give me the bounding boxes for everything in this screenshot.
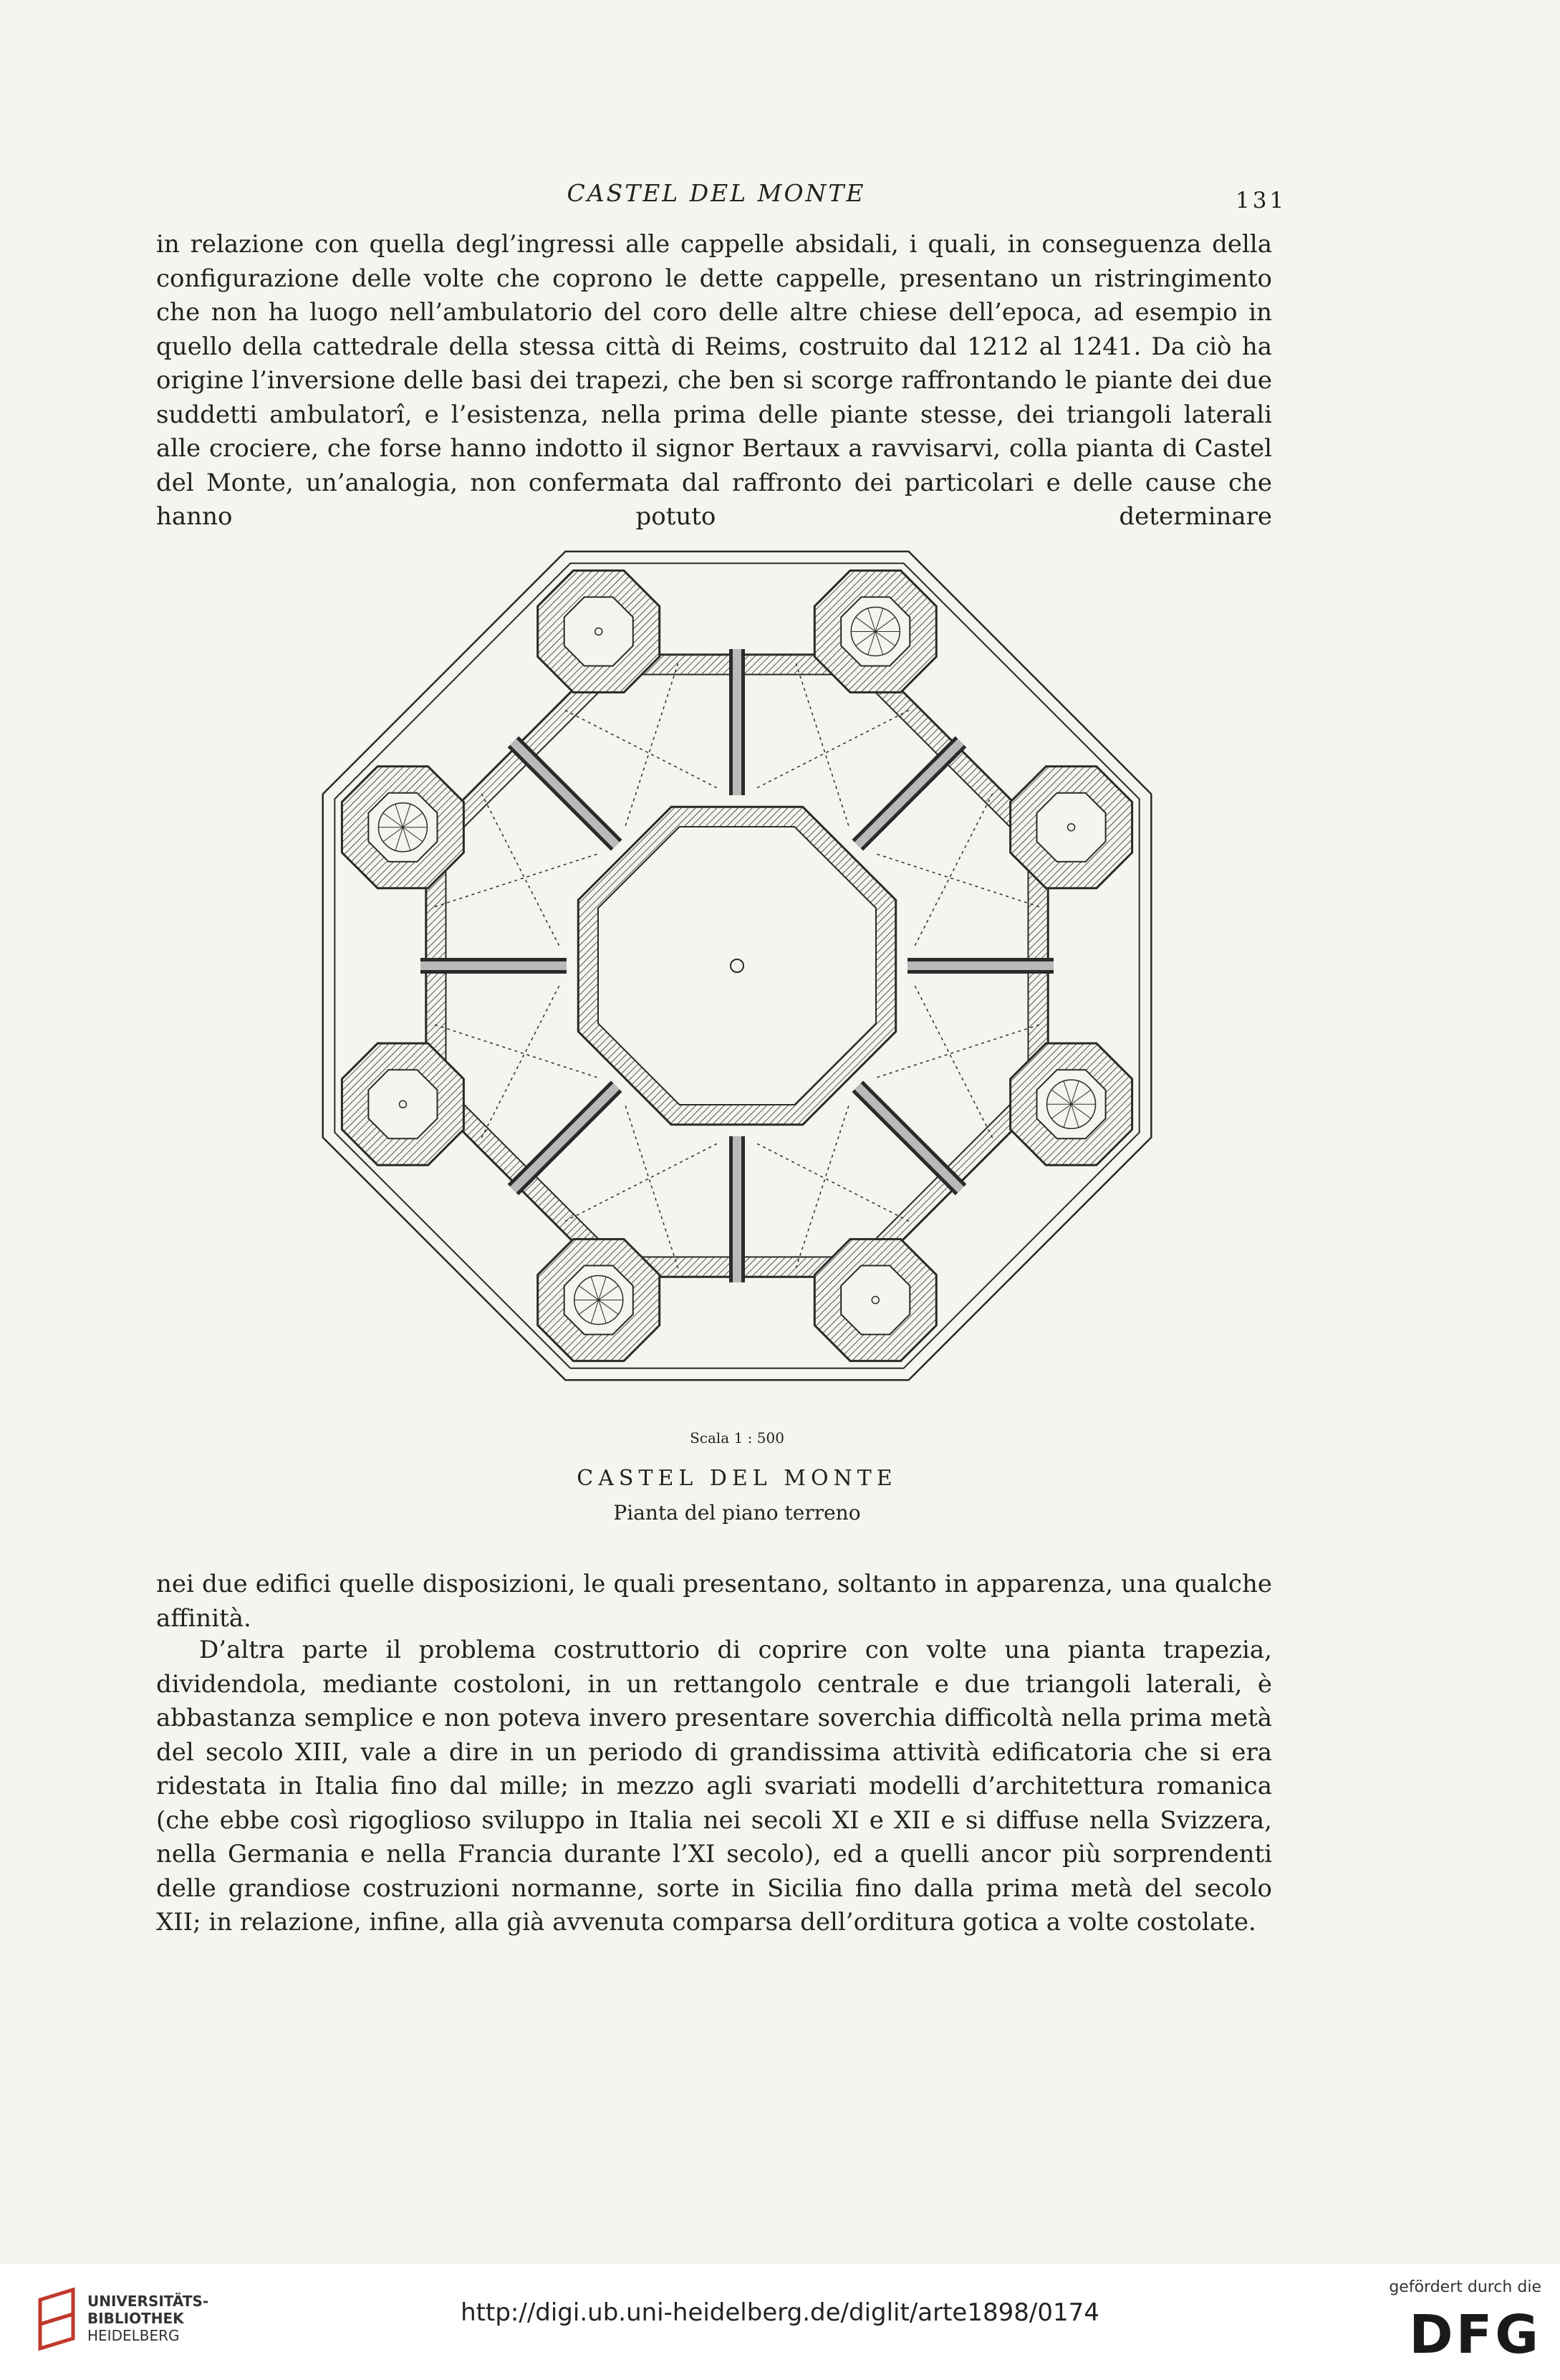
dfg-logo: DFG — [1409, 2304, 1541, 2366]
paragraph-2: nei due edifici quelle disposizioni, le quali presentano, soltanto in apparenza, una qualche affinità. — [156, 1570, 1272, 1633]
paragraph-3: D’altra parte il problema costruttorio di coprire con volte una pianta trapezia, dividendola, mediante costoloni, in un rettangolo centrale e due triangoli laterali, è abbastanza semplice e non poteva invero presentare soverchia difficoltà nella prima metà del secolo XIII, vale a dire in un periodo di grandissima attività edificatoria che si era ridestata in Italia fino dal mille; in mezzo agli svariati modelli d’architettura romanica (che ebbe così rigoglioso sviluppo in Italia nei secoli XI e XII e si diffuse nella Svizzera, nella Germania e nella Francia durante l’XI secolo), ed a quelli ancor più sorprendenti delle grandiose costruzioni normanne, sorte in Sicilia fino dalla prima metà del secolo XII; in relazione, infine, alla già avvenuta comparsa dell’orditura gotica a volte costolate. — [156, 1636, 1272, 1937]
library-name-line-2: BIBLIOTHEK — [87, 2310, 184, 2327]
castel-del-monte-floor-plan — [301, 514, 1173, 1417]
funded-by-label: gefördert durch die — [1389, 2278, 1541, 2296]
source-url-link[interactable]: http://digi.ub.uni-heidelberg.de/diglit/arte1898/0174 — [461, 2298, 1099, 2327]
page-number: 131 — [1236, 188, 1287, 213]
figure-scale: Scala 1 : 500 — [690, 1429, 784, 1446]
library-name-line-1: UNIVERSITÄTS- — [87, 2293, 209, 2310]
tower-room — [368, 1070, 437, 1138]
courtyard — [598, 827, 876, 1105]
tower-room — [564, 597, 633, 666]
figure-title: CASTEL DEL MONTE — [577, 1466, 897, 1491]
library-name-line-3: HEIDELBERG — [87, 2327, 180, 2344]
footer-bar — [0, 2264, 1560, 2380]
paragraph-1: in relazione con quella degl’ingressi alle cappelle absidali, i quali, in conseguenza della configurazione delle volte che coprono le dette cappelle, presentano un ristringimento che non ha luogo nell’ambulatorio del coro delle altre chiese dell’epoca, ad esempio in quello della cattedrale della stessa città di Reims, costruito dal 1212 al 1241. Da ciò ha origine l’inversione delle basi dei trapezi, che ben si scorge raffrontando le piante dei due suddetti ambulatorî, e l’esistenza, nella prima delle piante stesse, dei triangoli laterali alle crociere, che forse hanno indotto il signor Bertaux a ravvisarvi, colla pianta di Castel del Monte, un’analogia, non confermata dal raffronto dei particolari e delle cause che hanno potuto determinare — [156, 230, 1272, 531]
running-title: CASTEL DEL MONTE — [567, 179, 866, 207]
tower-room — [841, 1266, 910, 1335]
figure-subtitle: Pianta del piano terreno — [613, 1501, 861, 1525]
tower-room — [1037, 793, 1106, 862]
floor-plan-figure — [301, 514, 1173, 1417]
